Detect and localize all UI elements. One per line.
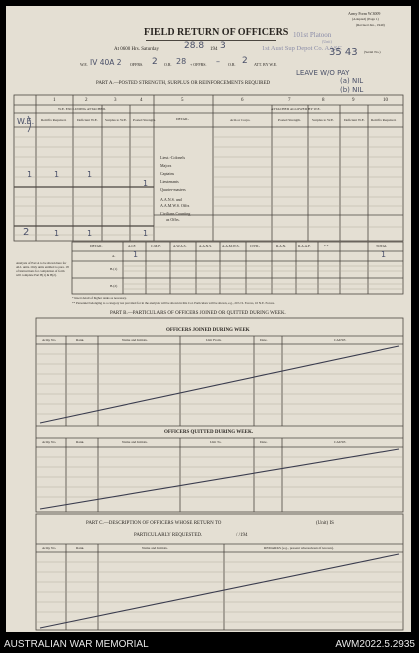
c-col-army-no: Army No.: [42, 546, 57, 550]
analysis-col-aif: A.I.F.: [128, 244, 136, 248]
col-num-6: 6: [241, 98, 244, 103]
att-by-we-label: ATT. BY W.E.: [254, 62, 278, 67]
analysis-row-b1: B.(1): [110, 267, 118, 271]
handwritten-or: 28: [176, 57, 187, 66]
joined-col-cause: CAUSE.: [334, 338, 347, 342]
detail-majors: Majors: [160, 163, 172, 168]
subheader-reinf-1: Rein'fts Required.: [41, 118, 67, 122]
handwritten-date: 28.8: [184, 41, 205, 51]
analysis-col-total: TOTAL: [376, 244, 388, 248]
subheader-deficient-2: Deficient W.E.: [77, 118, 98, 122]
quitted-col-cause: CAUSE.: [334, 440, 347, 444]
subheader-surplus-3: Surplus to W.E.: [105, 118, 127, 122]
handwritten-year: 3: [220, 41, 226, 51]
subheader-posted-7: Posted Strength.: [278, 118, 301, 122]
quitted-title: OFFICERS QUITTED DURING WEEK.: [164, 430, 254, 435]
handwritten-b-nil: (b) NIL: [340, 86, 364, 94]
part-a-title: PART A.—POSTED STRENGTH, SURPLUS OR REINFORCEMENTS REQUIRED: [96, 81, 271, 86]
joined-col-rank: Rank.: [76, 338, 85, 342]
col-num-10: 10: [383, 98, 388, 103]
footnote-2: ** Personnel belonging to a category not provided for in the analysis will be shown in this Col. Particulars will be shown, e.g., 20 U.S. Forces, 10 N.E. Forces.: [72, 301, 275, 305]
detail-aamws: A.A.M.W.S. Offrs: [160, 203, 190, 208]
hand-row1-c1: 1: [54, 170, 60, 179]
hand-total-c2: 1: [87, 229, 93, 238]
col-num-1: 1: [53, 98, 56, 103]
col-num-2: 2: [85, 98, 88, 103]
c-col-remarks: REMARKS (e.g., present whereabouts if known).: [264, 546, 334, 550]
hand-analysis-aif: 1: [133, 250, 139, 259]
handwritten-leave: LEAVE W/O PAY: [296, 69, 350, 77]
part-c-unit-is: (Unit) IS: [316, 521, 334, 526]
offrs2-label: + OFFRS.: [190, 62, 207, 67]
subheader-arm-6: Arm or Corps.: [230, 118, 251, 122]
col-num-3: 3: [114, 98, 117, 103]
analysis-col-cmf: C.M.F.: [151, 244, 161, 248]
analysis-row-b2: B.(2): [110, 284, 118, 288]
analysis-row-a: A.: [112, 254, 116, 258]
unit-stamp-line1: 101st Platoon: [293, 31, 332, 39]
analysis-note: Analysis of Part A to be shown here for ALL units. Only units entitled to para. 18 of instructions for completion of form will complete Part B(1) & B(2).: [16, 261, 69, 277]
hand-row1-c2: 1: [87, 170, 93, 179]
or2-label: O.R.: [228, 62, 236, 67]
part-c-date-blank: / /194: [236, 533, 248, 538]
form-sheet: [6, 6, 411, 632]
analysis-col-awas: A.W.A.S.: [173, 244, 187, 248]
subheader-reinf-10: Rein'fts Required.: [371, 118, 397, 122]
analysis-col-raaf: R.A.A.F.: [298, 244, 311, 248]
hand-total-c4: 1: [143, 229, 149, 238]
subheader-detail-5: DETAIL.: [176, 117, 190, 121]
serial-no-label: (Serial No.): [364, 50, 381, 54]
handwritten-serial: 35 43: [329, 47, 358, 58]
quitted-col-name: Name and Initials.: [122, 440, 148, 444]
col-num-7: 7: [288, 98, 291, 103]
joined-col-army-no: Army No.: [42, 338, 57, 342]
detail-civilians: Civilians Counting: [160, 211, 191, 216]
hand-total-c1: 1: [54, 229, 60, 238]
or-label: O.R.: [164, 62, 172, 67]
analysis-col-other: * *: [324, 244, 329, 248]
hand-analysis-total: 1: [381, 250, 387, 259]
detail-lieutenants: Lieutenants: [160, 179, 179, 184]
subheader-surplus-8: Surplus to W.E.: [312, 118, 334, 122]
part-c-title: PART C.—DESCRIPTION OF OFFICERS WHOSE RETURN TO: [86, 521, 222, 526]
quitted-col-date: Date.: [260, 440, 268, 444]
analysis-col-aans: A.A.N.S.: [199, 244, 213, 248]
detail-aans: A.A.N.S. and: [160, 197, 182, 202]
col-num-9: 9: [352, 98, 355, 103]
handwritten-a-nil: (a) NIL: [340, 77, 364, 85]
handwritten-offrs2: –: [216, 57, 220, 66]
unit-stamp-line2: (Unit): [322, 39, 332, 44]
joined-col-unit-from: Unit From.: [206, 338, 222, 342]
we-excluding-header: W.E. EXCLUDING ATTACHED.: [58, 107, 106, 111]
detail-captains: Captains: [160, 171, 174, 176]
footnote-1: * Insert detail of higher ranks as necessary.: [72, 296, 127, 300]
adapted-note: (Adapted) (Page 1): [352, 17, 379, 21]
quitted-col-rank: Rank.: [76, 440, 85, 444]
handwritten-offrs: 2: [152, 57, 158, 67]
hand-total-c0: 2: [23, 227, 30, 238]
hand-row1-c4: 1: [143, 179, 149, 188]
attached-header: ATTACHED ALLOWED BY W.E.: [271, 107, 321, 111]
part-b-title: PART B.—PARTICULARS OF OFFICERS JOINED OR QUITTED DURING WEEK.: [110, 311, 286, 316]
analysis-col-detail: DETAIL: [90, 244, 103, 248]
at-hours-label: At 0600 Hrs. Saturday: [114, 47, 159, 52]
quitted-col-army-no: Army No.: [42, 440, 57, 444]
hand-row1-c0: 1: [27, 170, 33, 179]
analysis-col-aamws: A.A.M.W.S.: [222, 244, 240, 248]
col-num-4: 4: [140, 98, 143, 103]
joined-title: OFFICERS JOINED DURING WEEK: [166, 328, 250, 333]
form-title: FIELD RETURN OF OFFICERS: [144, 27, 289, 38]
we-label: W.E.: [80, 62, 88, 67]
c-col-rank: Rank.: [76, 546, 85, 550]
form-rulings: [6, 6, 411, 632]
detail-quarter-masters: Quarter-masters: [160, 187, 186, 192]
subheader-posted-4: Posted Strength.: [133, 118, 156, 122]
army-form-number: Army Form W.3009: [348, 11, 381, 16]
handwritten-or2: 2: [242, 56, 248, 66]
handwritten-we-number: IV 40A 2: [90, 58, 122, 67]
detail-lieut-colonels: Lieut.-Colonels: [160, 155, 185, 160]
offrs-label: OFFRS.: [130, 62, 144, 67]
footer-institution: AUSTRALIAN WAR MEMORIAL: [4, 639, 149, 650]
joined-col-date: Date.: [260, 338, 268, 342]
analysis-col-civil: CIVIL.: [250, 244, 261, 248]
c-col-name: Name and Initials.: [142, 546, 168, 550]
year-prefix: 194: [210, 47, 218, 52]
subheader-deficient-9: Deficient W.E.: [344, 118, 365, 122]
col-num-8: 8: [322, 98, 325, 103]
revised-note: (Revised Jan., 1940): [356, 23, 385, 27]
row-label-we: W.E.: [17, 117, 35, 126]
analysis-col-ran: R.A.N.: [276, 244, 287, 248]
quitted-col-unit-to: Unit To.: [210, 440, 222, 444]
unit-stamp-line3: 1st Aust Sup Depot Co. AASC: [262, 45, 342, 52]
col-num-5: 5: [181, 98, 184, 103]
footer-accession-number: AWM2022.5.2935: [335, 639, 415, 650]
detail-civilians-2: as Offrs.: [166, 217, 180, 222]
joined-col-name: Name and Initials.: [122, 338, 148, 342]
part-c-line2: PARTICULARLY REQUESTED.: [134, 533, 203, 538]
